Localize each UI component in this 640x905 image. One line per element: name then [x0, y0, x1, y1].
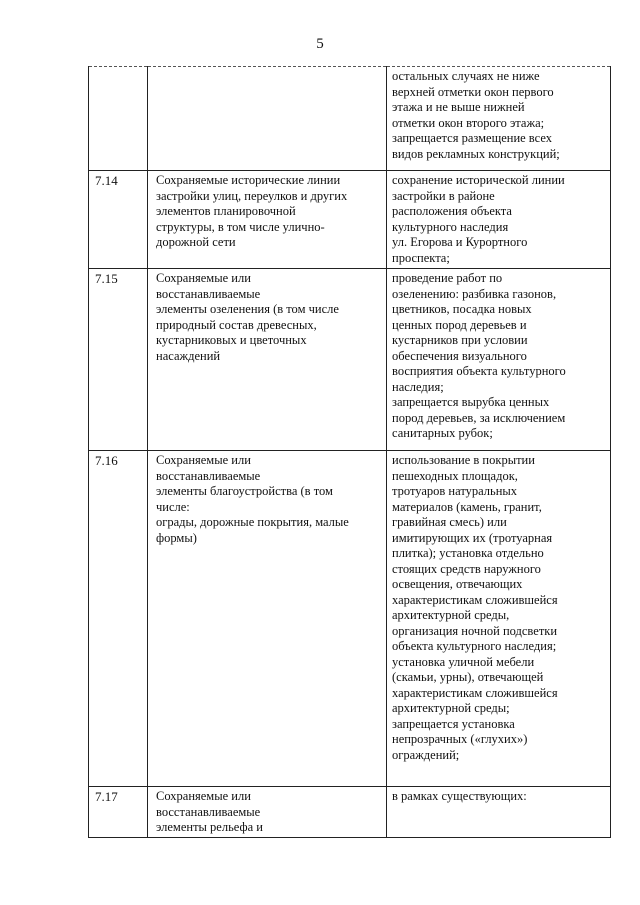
requirement-text-line: кустарников при условии [392, 333, 528, 347]
requirement-text-line: отметки окон второго этажа; [392, 115, 545, 130]
element-text-line: числе: [156, 499, 190, 514]
element-text-line: формы) [156, 530, 197, 545]
requirement-text-line: архитектурной среды, [392, 608, 510, 622]
requirement-text-line: расположения объекта [392, 204, 512, 218]
requirement-text-line: запрещается размещение всех [392, 131, 552, 145]
requirement-cell [387, 67, 611, 171]
requirement-text-line: остальных случаях не ниже [392, 69, 540, 83]
requirement-text-line: материалов (камень, гранит, [392, 499, 542, 514]
requirement-text-line: запрещается вырубка ценных [392, 395, 550, 409]
element-cell [148, 67, 387, 171]
requirement-text-line: видов рекламных конструкций; [392, 146, 560, 161]
requirement-text-line: наследия; [392, 379, 444, 394]
element-text-line: застройки улиц, переулков и других [156, 188, 348, 203]
requirement-text-line: стоящих средств наружного [392, 561, 541, 576]
element-text-line: восстанавливаемые [156, 468, 261, 483]
requirement-cell [387, 171, 611, 269]
requirement-text-line: запрещается установка [392, 716, 515, 731]
table-row [89, 171, 611, 269]
element-text-line: элементы рельефа и [156, 820, 263, 834]
element-text-line: Сохраняемые или [156, 789, 251, 803]
requirement-text-line: использование в покрытии [392, 453, 535, 467]
requirement-text-line: характеристикам сложившейся [392, 685, 558, 700]
requirement-text-line: тротуаров натуральных [392, 484, 518, 498]
requirement-text-line: установка уличной мебели [392, 654, 535, 669]
requirement-text-line: озеленению: разбивка газонов, [392, 286, 557, 301]
requirement-text-line: ограждений; [392, 747, 460, 762]
element-text-line: ограды, дорожные покрытия, малые [156, 515, 349, 529]
item-number-cell: 7.15 [89, 269, 148, 451]
requirement-text-line: пешеходных площадок, [392, 468, 518, 483]
element-text-line: Сохраняемые или [156, 453, 251, 467]
requirement-text-line: проспекта; [392, 250, 450, 265]
requirement-text-line: архитектурной среды; [392, 701, 510, 715]
requirement-text-line: этажа и не выше нижней [392, 100, 525, 114]
item-number-cell [89, 67, 148, 171]
requirement-text-line: освещения, отвечающих [392, 577, 523, 591]
element-text-line: насаждений [156, 348, 221, 363]
requirement-text-line: плитка); установка отдельно [392, 546, 544, 560]
requirement-text-line: культурного наследия [392, 219, 509, 234]
element-cell [148, 787, 387, 838]
requirement-text-line: характеристикам сложившейся [392, 592, 558, 607]
requirement-text-line: проведение работ по [392, 271, 503, 285]
requirement-text-line: непрозрачных («глухих») [392, 732, 528, 746]
requirement-text-line: восприятия объекта культурного [392, 364, 566, 378]
requirement-text-line: в рамках существующих: [392, 789, 527, 803]
item-number-cell: 7.14 [89, 171, 148, 269]
requirement-text-line: пород деревьев, за исключением [392, 410, 566, 425]
requirement-text-line: санитарных рубок; [392, 426, 493, 440]
requirement-text-line: (скамьи, урны), отвечающей [392, 670, 544, 684]
table-row [89, 451, 611, 787]
requirement-text-line: гравийная смесь) или [392, 515, 507, 529]
element-text-line: элементов планировочной [156, 204, 296, 218]
table-row [89, 787, 611, 838]
table-body [89, 67, 611, 838]
element-text-line: дорожной сети [156, 235, 236, 249]
table-row [89, 269, 611, 451]
page-number: 5 [316, 36, 324, 52]
element-text-line: восстанавливаемые [156, 286, 261, 301]
requirement-text-line: верхней отметки окон первого [392, 84, 554, 99]
element-text-line: Сохраняемые или [156, 271, 251, 285]
requirement-text-line: сохранение исторической линии [392, 173, 565, 187]
requirement-text-line: организация ночной подсветки [392, 623, 558, 638]
requirement-cell [387, 451, 611, 787]
item-number-cell: 7.17 [89, 787, 148, 838]
requirement-text-line: обеспечения визуального [392, 348, 527, 363]
requirement-text-line: ул. Егорова и Курортного [392, 235, 528, 249]
requirement-text-line: ценных пород деревьев и [392, 317, 527, 332]
requirement-text-line: цветников, посадка новых [392, 302, 532, 316]
element-text-line: природный состав древесных, [156, 317, 317, 332]
element-text-line: элементы благоустройства (в том [156, 484, 333, 498]
requirement-text-line: застройки в районе [392, 188, 495, 203]
requirement-text-line: объекта культурного наследия; [392, 639, 557, 653]
element-cell [148, 171, 387, 269]
requirement-text-line: имитирующих их (тротуарная [392, 530, 553, 545]
element-text-line: структуры, в том числе улично- [156, 219, 325, 234]
element-cell [148, 269, 387, 451]
element-text-line: кустарниковых и цветочных [156, 333, 307, 347]
item-number-cell: 7.16 [89, 451, 148, 787]
element-cell [148, 451, 387, 787]
requirement-cell [387, 269, 611, 451]
element-text-line: восстанавливаемые [156, 804, 261, 819]
regulations-table [88, 66, 611, 838]
table-row [89, 67, 611, 171]
element-text-line: Сохраняемые исторические линии [156, 173, 341, 187]
element-text-line: элементы озеленения (в том числе [156, 302, 339, 316]
requirement-cell [387, 787, 611, 838]
